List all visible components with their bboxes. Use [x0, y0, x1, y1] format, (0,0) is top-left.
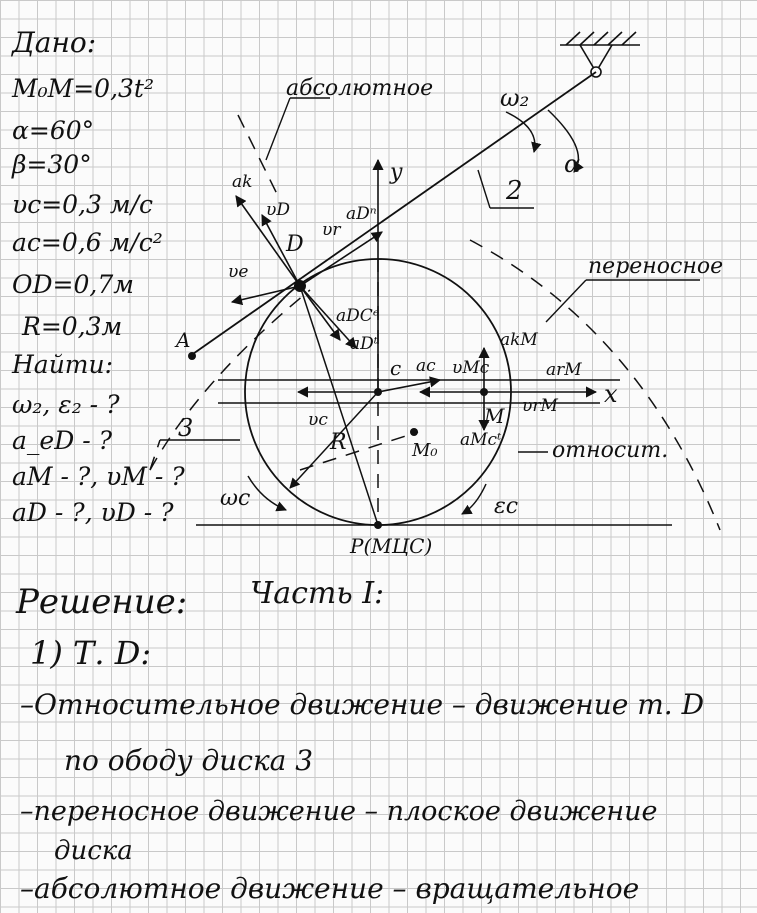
- label-omega2: ω₂: [500, 84, 530, 112]
- label-point-D: D: [286, 232, 304, 257]
- solution-rel-line-1: –Относительное движение – движение т. D: [20, 688, 705, 721]
- given-line-6: OD=0,7м: [12, 270, 134, 299]
- find-line-4: aD - ?, υD - ?: [12, 498, 174, 527]
- label-a-k: ak: [232, 172, 253, 192]
- label-a-c: ac: [416, 356, 436, 376]
- fixed-support: [560, 32, 640, 77]
- given-line-7: R=0,3м: [22, 312, 123, 341]
- solution-trans-line-2: диска: [54, 836, 133, 866]
- solution-part: Часть I:: [250, 576, 385, 611]
- solution-step1: 1) Т. D:: [30, 634, 152, 672]
- label-transport: переносное: [588, 254, 724, 279]
- label-v-e: υe: [228, 262, 249, 282]
- label-a-kM: akM: [500, 330, 538, 350]
- given-heading: Дано:: [12, 26, 97, 59]
- label-point-A: A: [176, 328, 191, 352]
- label-a-D-t: aDᵗ: [350, 334, 378, 354]
- label-a-Mc: aMcᵗ: [460, 430, 502, 450]
- solution-heading: Решение:: [16, 582, 188, 622]
- label-link-2: 2: [506, 176, 523, 206]
- label-v-r: υr: [322, 220, 341, 240]
- solution-rel-line-2: по ободу диска 3: [64, 744, 314, 777]
- label-point-M0: M₀: [412, 440, 438, 461]
- given-line-4: υc=0,3 м/c: [12, 190, 154, 219]
- label-point-P: P(МЦС): [350, 534, 433, 558]
- given-line-2: α=60°: [12, 116, 95, 145]
- solution-abs-line: –абсолютное движение – вращательное: [20, 872, 640, 905]
- label-relative: относит.: [552, 438, 669, 463]
- label-absolute: абсолютное: [286, 76, 434, 101]
- given-line-5: ac=0,6 м/c²: [12, 228, 163, 257]
- solution-trans-line-1: –переносное движение – плоское движение: [20, 796, 658, 827]
- label-v-rM: υrM: [522, 396, 558, 416]
- label-a-rM: arM: [546, 360, 582, 380]
- given-line-3: β=30°: [12, 150, 92, 179]
- label-omega-c: ωc: [220, 486, 251, 511]
- label-point-C: c: [390, 356, 402, 380]
- label-v-Mc: υMc: [452, 358, 490, 378]
- label-x-axis: x: [604, 380, 618, 408]
- link-2: [190, 72, 596, 356]
- label-y-axis: y: [390, 160, 403, 185]
- find-line-2: a_eD - ?: [12, 426, 112, 455]
- find-heading: Найти:: [12, 350, 114, 379]
- given-line-1: M₀M=0,3t²: [12, 74, 154, 103]
- label-v-D: υD: [266, 200, 290, 220]
- label-a-DC-e: aDCᵉ: [336, 306, 380, 326]
- vectors-at-C: [298, 380, 440, 392]
- label-eps-c: εc: [494, 494, 519, 519]
- find-line-3: aM - ?, υM - ?: [12, 462, 185, 491]
- label-radius: R: [330, 430, 347, 455]
- find-line-1: ω₂, ε₂ - ?: [12, 390, 120, 419]
- label-v-c: υc: [308, 410, 328, 430]
- label-a-D-n: aDⁿ: [346, 204, 377, 224]
- label-disk-3: 3: [178, 414, 194, 442]
- label-alpha: α: [564, 150, 581, 178]
- label-point-M: M: [484, 404, 505, 428]
- eps-c-arrow: [462, 484, 486, 514]
